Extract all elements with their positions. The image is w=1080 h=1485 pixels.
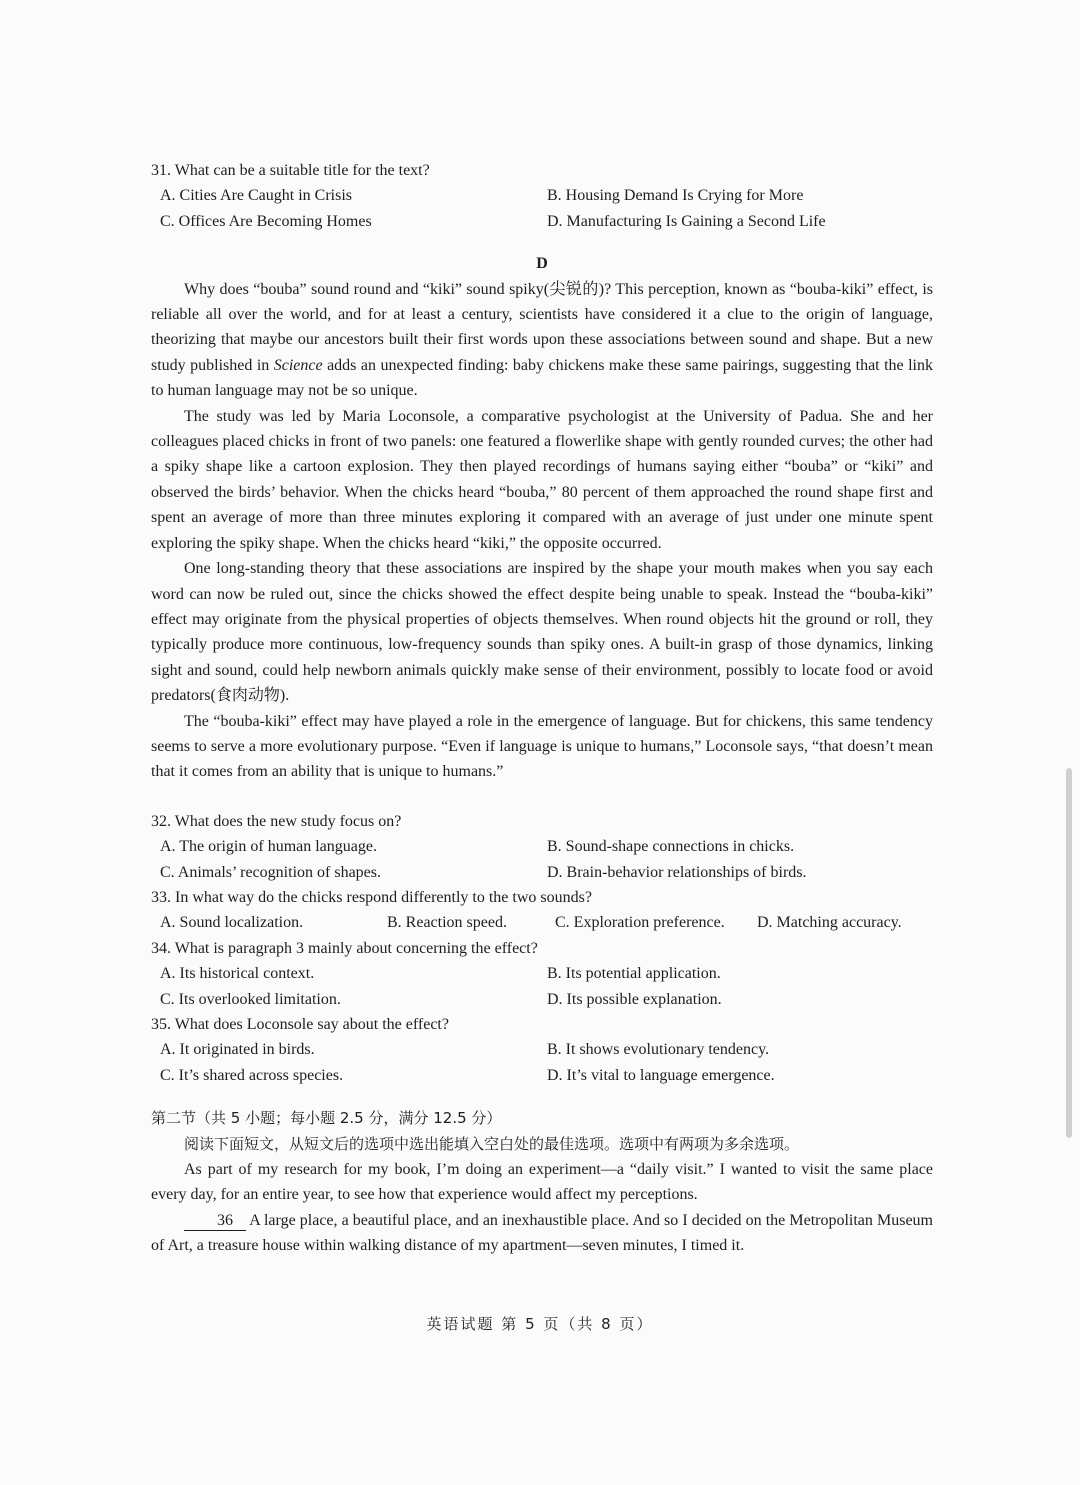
question-31-option-b: B. Housing Demand Is Crying for More xyxy=(547,187,804,205)
question-33-options-row xyxy=(151,910,933,935)
question-33-stem: 33. In what way do the chicks respond differently to the two sounds? xyxy=(151,888,592,906)
question-31-option-d: D. Manufacturing Is Gaining a Second Life xyxy=(547,212,826,230)
question-35-option-a: A. It originated in birds. xyxy=(160,1041,315,1059)
question-31-options-row-1 xyxy=(151,183,933,208)
journal-name-science: Science xyxy=(273,356,323,374)
question-35-stem: 35. What does Loconsole say about the effect? xyxy=(151,1016,449,1033)
passage-d-p1-part-2: adds an unexpected finding: baby chickens make these same pairings, suggesting that the link to human language may not be so unique. xyxy=(151,356,934,400)
question-35-options-row-1 xyxy=(151,1037,933,1062)
question-35-option-b: B. It shows evolutionary tendency. xyxy=(547,1041,770,1059)
question-34-option-a: A. Its historical context. xyxy=(160,965,315,983)
question-31-option-a: A. Cities Are Caught in Crisis xyxy=(160,187,352,205)
question-33-option-d: D. Matching accuracy. xyxy=(757,914,902,932)
question-34-options-row-2 xyxy=(151,987,933,1012)
question-32-options-row-2 xyxy=(151,860,933,885)
spacer xyxy=(151,785,933,809)
passage-d-paragraph-2: The study was led by Maria Loconsole, a comparative psychologist at the University of Padua. She and her colleagues placed chicks in front of two panels: one featured a flowerlike shape with gently rounded curves; the other had a spiky shape like a cartoon explosion. They then played recordings of humans saying either “bouba” or “kiki” and observed the birds’ behavior. When the chicks heard “bouba,” 80 percent of them approached the round shape first and spent an average of more than three minutes exploring it compared with an average of just under one minute spent exploring the spiky shape. When the chicks heard “kiki,” the opposite occurred. xyxy=(151,407,933,552)
section-2-paragraph-2 xyxy=(151,1208,933,1259)
section-2-instruction: 阅读下面短文，从短文后的选项中选出能填入空白处的最佳选项。选项中有两项为多余选项。 xyxy=(184,1134,800,1153)
question-33-option-a: A. Sound localization. xyxy=(160,914,304,932)
passage-d-heading: D xyxy=(536,255,548,273)
question-34-option-c: C. Its overlooked limitation. xyxy=(160,990,341,1008)
question-32-option-a: A. The origin of human language. xyxy=(160,838,377,856)
question-32-option-d: D. Brain-behavior relationships of birds. xyxy=(547,863,807,881)
question-31-option-c: C. Offices Are Becoming Homes xyxy=(160,212,372,230)
question-34-option-d: D. Its possible explanation. xyxy=(547,990,722,1008)
question-33-option-c: C. Exploration preference. xyxy=(555,914,725,932)
question-32-stem: 32. What does the new study focus on? xyxy=(151,812,402,830)
passage-d-paragraph-1 xyxy=(151,277,933,404)
section-2-title: 第二节（共 5 小题；每小题 2.5 分，满分 12.5 分） xyxy=(151,1109,502,1128)
passage-d-paragraph-4: The “bouba-kiki” effect may have played a role in the emergence of language. But for chickens, this same tendency seems to serve a more evolutionary purpose. “Even if language is unique to humans,” Loconsole says, “that doesn’t mean that it comes from an ability that is unique to humans.” xyxy=(151,712,933,781)
section-2-paragraph-1: As part of my research for my book, I’m doing an experiment—a “daily visit.” I wanted to visit the same place every day, for an entire year, to see how that experience would affect my perceptions. xyxy=(151,1161,933,1204)
question-34-stem: 34. What is paragraph 3 mainly about concerning the effect? xyxy=(151,939,538,957)
question-35-option-d: D. It’s vital to language emergence. xyxy=(547,1066,775,1084)
passage-d-p1-part-1: Why does “bouba” sound round and “kiki” sound spiky(尖锐的)? This perception, known as “bouba-kiki” effect, is reliable all over the world, and for at least a century, scientists have considered it a clue to the origin of language, theorizing that maybe our ancestors built their first words upon these associations between sound and shape. But a new study published in xyxy=(151,280,933,374)
question-32-option-c: C. Animals’ recognition of shapes. xyxy=(160,863,381,881)
section-2-p2-text: A large place, a beautiful place, and an inexhaustible place. And so I decided on the Metropolitan Museum of Art, a treasure house within walking distance of my apartment—seven minutes, I timed it. xyxy=(151,1211,933,1255)
page-content xyxy=(151,158,933,1259)
question-31-stem: 31. What can be a suitable title for the text? xyxy=(151,162,430,179)
spacer xyxy=(151,1088,933,1106)
question-32-option-b: B. Sound-shape connections in chicks. xyxy=(547,838,795,856)
blank-36: 36 xyxy=(184,1212,246,1231)
passage-d-paragraph-3: One long-standing theory that these associations are inspired by the shape your mouth makes when you say each word can now be ruled out, since the chicks showed the effect despite being unable to speak. Instead the “bouba-kiki” effect may originate from the physical properties of objects themselves. When round objects hit the ground or roll, they typically produce more continuous, low-frequency sounds than spiky ones. A built-in grasp of those dynamics, linking sight and sound, could help newborn animals quickly make sense of their environment, possibly to locate food or avoid predators(食肉动物). xyxy=(151,560,933,705)
question-34-option-b: B. Its potential application. xyxy=(547,965,721,983)
question-34-options-row-1 xyxy=(151,961,933,986)
page-footer: 英语试题 第 5 页（共 8 页） xyxy=(426,1315,654,1333)
question-31-options-row-2 xyxy=(151,209,933,234)
question-32-options-row-1 xyxy=(151,834,933,859)
question-33-option-b: B. Reaction speed. xyxy=(387,914,507,932)
question-35-options-row-2 xyxy=(151,1063,933,1088)
scrollbar-thumb[interactable] xyxy=(1066,768,1072,1138)
question-35-option-c: C. It’s shared across species. xyxy=(160,1066,344,1084)
